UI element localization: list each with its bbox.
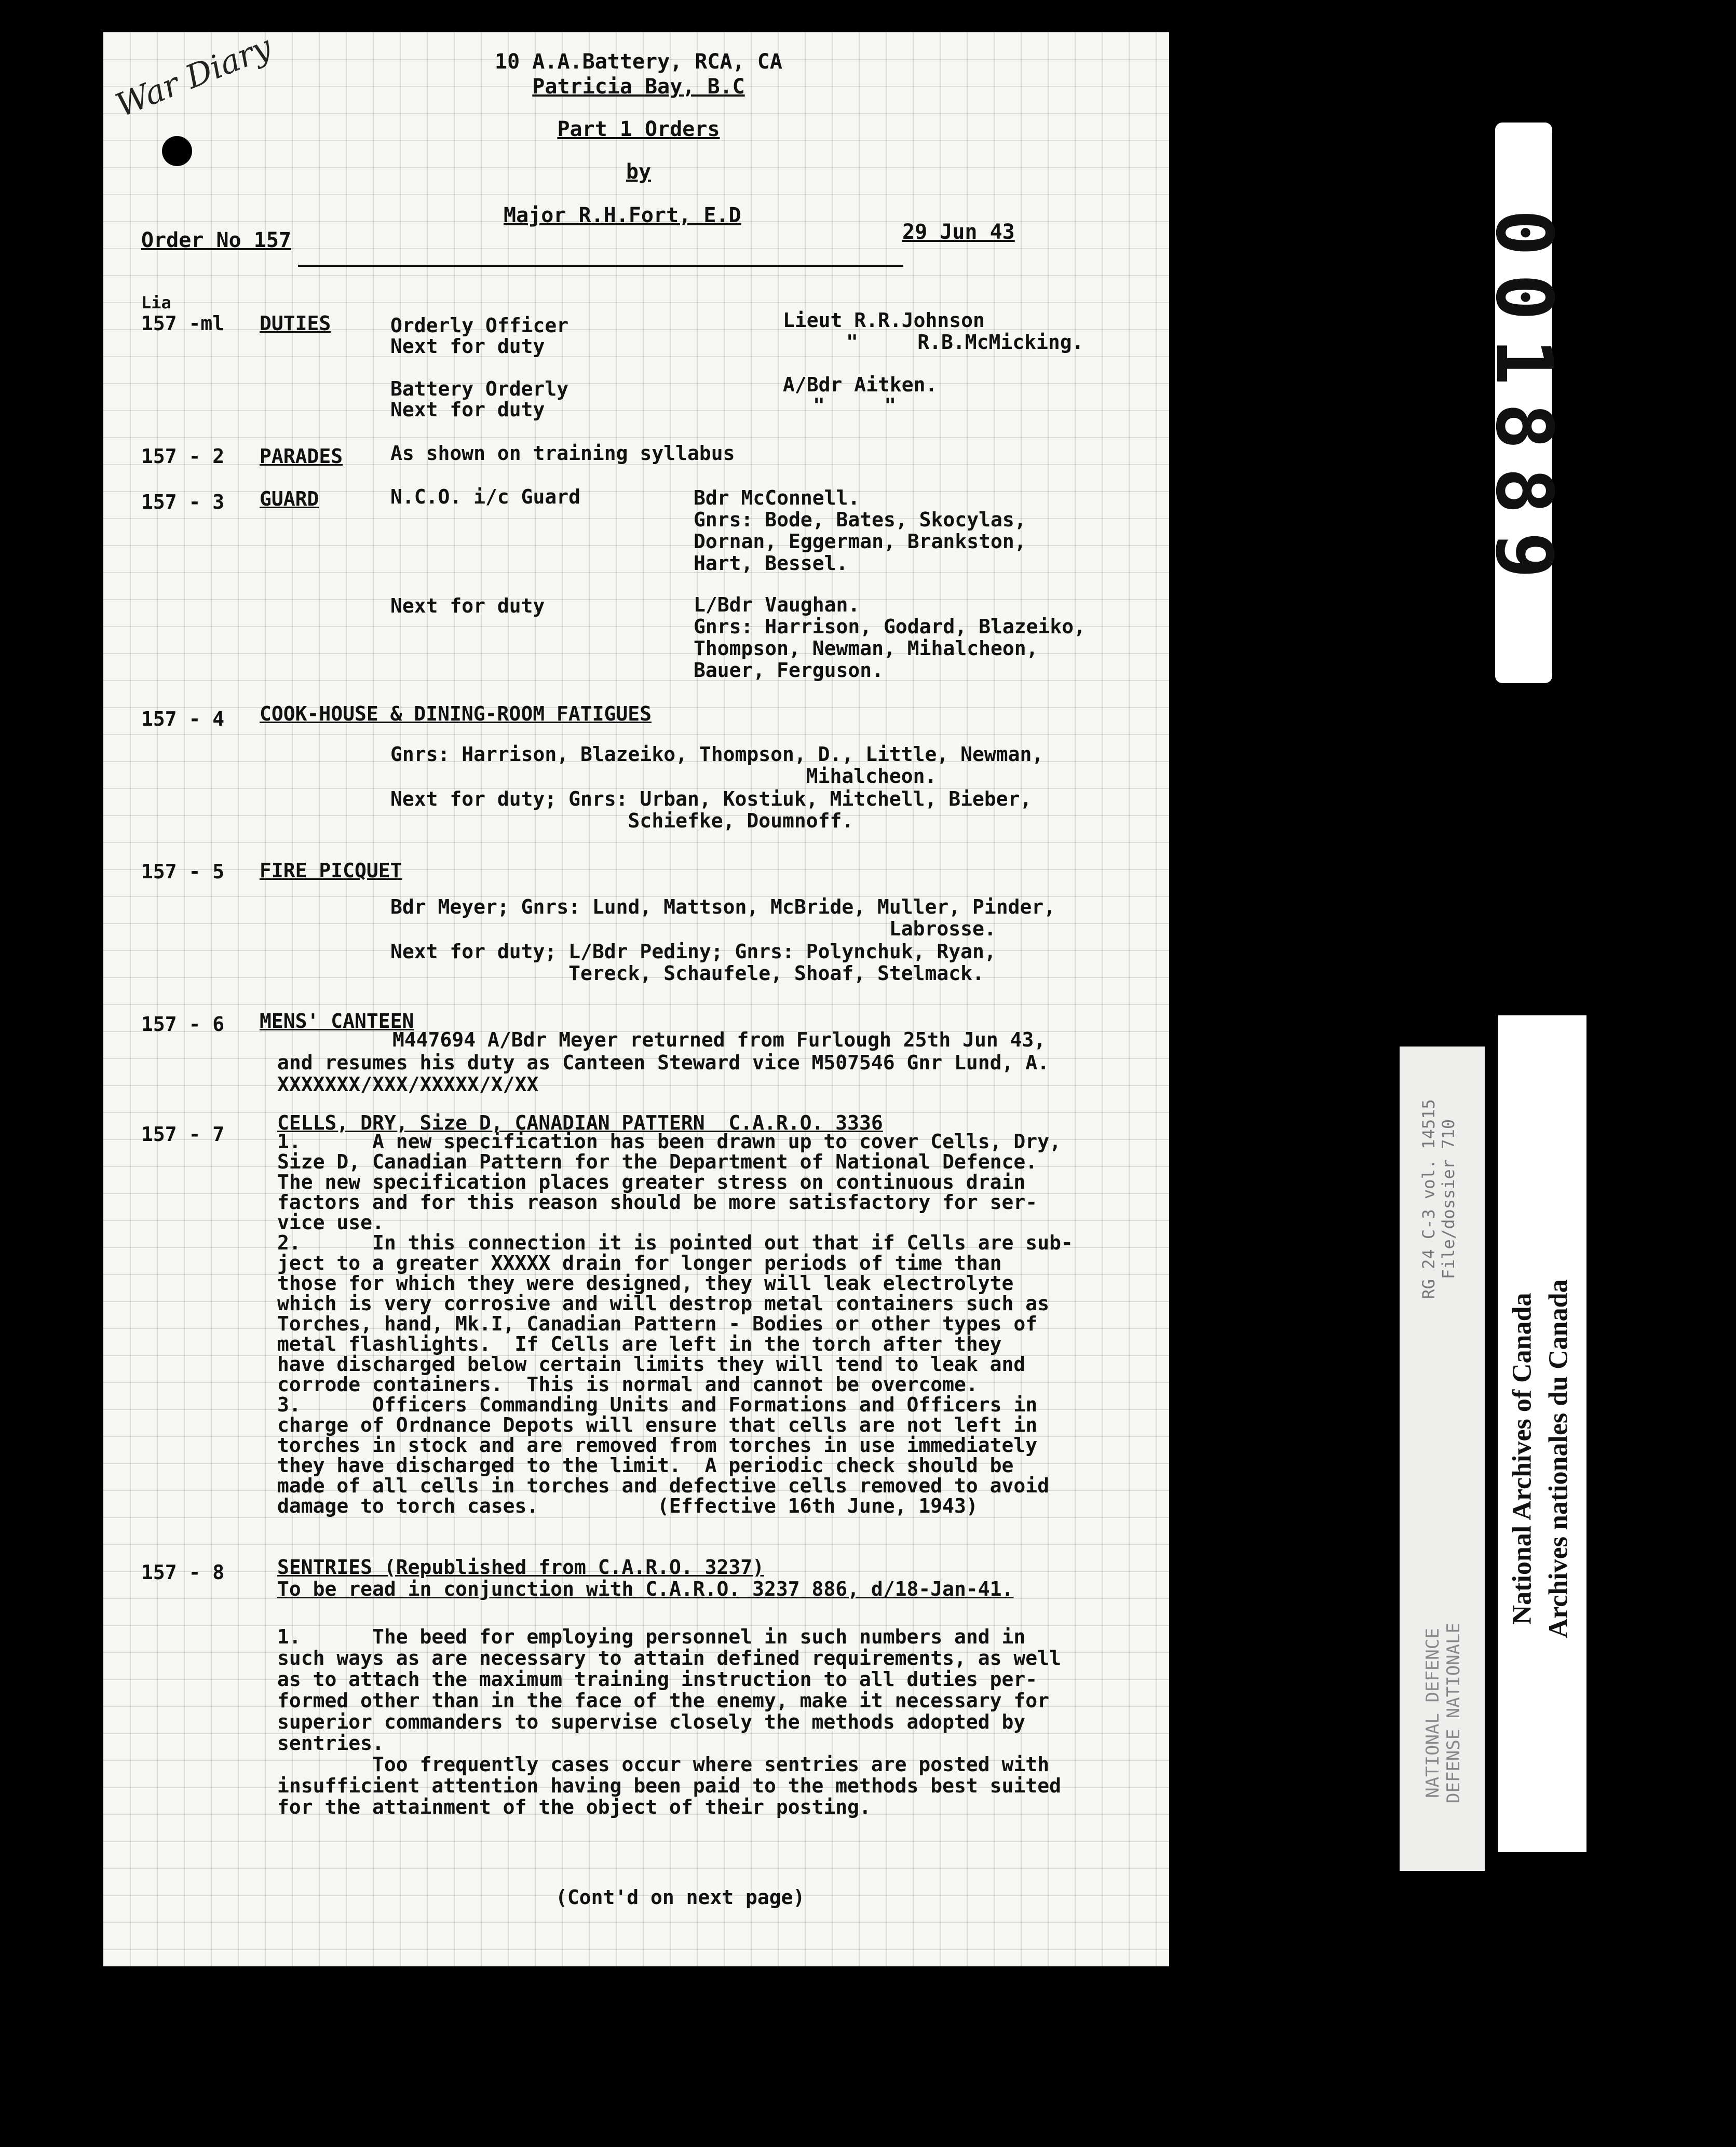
canteen-title: MENS' CANTEEN (260, 1010, 414, 1032)
sentries-title: SENTRIES (Republished from C.A.R.O. 3237) (277, 1556, 764, 1579)
document-title: Part 1 Orders (557, 117, 720, 141)
cells-line: charge of Ordnance Depots will ensure that cells are not left in (277, 1414, 1038, 1436)
cells-line: 2. In this connection it is pointed out that if Cells are sub- (277, 1231, 1073, 1254)
punch-hole (162, 136, 192, 166)
fire-line: Next for duty; L/Bdr Pediny; Gnrs: Polynchuk, Ryan, (390, 940, 996, 963)
guard-nco-label: N.C.O. i/c Guard (390, 485, 581, 508)
parades-number: 157 - 2 (141, 445, 225, 468)
guard-line: Bdr McConnell. (694, 486, 860, 509)
cells-number: 157 - 7 (141, 1123, 225, 1146)
duty-label: Next for duty (390, 335, 545, 358)
sentries-line: insufficient attention having been paid to the methods best suited (277, 1774, 1061, 1797)
document-stamp-number: 001889 (1479, 209, 1569, 596)
cookhouse-line: Schiefke, Doumnoff. (390, 809, 854, 832)
archives-label-fr: Archives nationales du Canada (1543, 1279, 1574, 1638)
sentries-line: formed other than in the face of the enemy, make it necessary for (277, 1689, 1050, 1712)
guard-line: Bauer, Ferguson. (694, 659, 884, 682)
duty-value: " " (813, 394, 897, 417)
cookhouse-number: 157 - 4 (141, 708, 225, 730)
sentries-line: 1. The beed for employing personnel in such numbers and in (277, 1625, 1026, 1648)
order-date: 29 Jun 43 (902, 220, 1015, 244)
cookhouse-line: Next for duty; Gnrs: Urban, Kostiuk, Mitchell, Bieber, (390, 787, 1032, 810)
cells-line: vice use. (277, 1211, 384, 1234)
cookhouse-line: Mihalcheon. (390, 765, 937, 787)
archives-label-en: National Archives of Canada (1507, 1293, 1537, 1625)
canteen-number: 157 - 6 (141, 1013, 225, 1036)
archive-reference-line: RG 24 C-3 vol. 14515 (1419, 1099, 1439, 1299)
sentries-line: superior commanders to supervise closely the methods adopted by (277, 1710, 1026, 1733)
guard-line: Dornan, Eggerman, Brankston, (694, 530, 1026, 553)
cells-line: Size D, Canadian Pattern for the Department of National Defence. (277, 1150, 1038, 1173)
order-number: Order No 157 (141, 228, 291, 252)
canteen-line: M447694 A/Bdr Meyer returned from Furlough 25th Jun 43, (392, 1028, 1046, 1051)
duty-label: Orderly Officer (390, 314, 569, 337)
sentries-line: Too frequently cases occur where sentries are posted with (277, 1753, 1050, 1776)
duty-value: " R.B.McMicking. (846, 331, 1084, 354)
fire-title: FIRE PICQUET (260, 859, 402, 882)
cells-line: they have discharged to the limit. A periodic check should be (277, 1454, 1014, 1477)
cells-line: 3. Officers Commanding Units and Formations and Officers in (277, 1393, 1038, 1416)
duty-value: A/Bdr Aitken. (783, 373, 938, 396)
guard-line: Gnrs: Harrison, Godard, Blazeiko, (694, 615, 1086, 638)
by-label: by (626, 160, 652, 184)
cells-line: made of all cells in torches and defective cells removed to avoid (277, 1474, 1050, 1497)
sentries-line: for the attainment of the object of their posting. (277, 1796, 871, 1818)
continued-note: (Cont'd on next page) (555, 1886, 805, 1909)
duty-label: Next for duty (390, 398, 545, 421)
sentries-line: such ways as are necessary to attain defined requirements, as well (277, 1647, 1061, 1669)
cells-line: ject to a greater XXXXX drain for longer periods of time than (277, 1252, 1002, 1274)
cells-line: torches in stock and are removed from torches in use immediately (277, 1434, 1038, 1457)
fire-line: Bdr Meyer; Gnrs: Lund, Mattson, McBride, Muller, Pinder, (390, 895, 1056, 918)
unit-location: Patricia Bay, B.C (532, 75, 745, 99)
cells-line: 1. A new specification has been drawn up to cover Cells, Dry, (277, 1130, 1061, 1153)
duty-label: Battery Orderly (390, 377, 569, 400)
parades-title: PARADES (260, 445, 343, 468)
canteen-line: and resumes his duty as Canteen Steward vice M507546 Gnr Lund, A. (277, 1051, 1050, 1074)
duty-value: Lieut R.R.Johnson (783, 309, 985, 332)
cells-line: factors and for this reason should be more satisfactory for ser- (277, 1191, 1038, 1214)
cells-title: CELLS, DRY, Size D, CANADIAN PATTERN C.A.R.O. 3336 (277, 1111, 883, 1134)
guard-line: Thompson, Newman, Mihalcheon, (694, 637, 1038, 660)
guard-line: Gnrs: Bode, Bates, Skocylas, (694, 508, 1026, 531)
archive-reference-line: File/dossier 710 (1439, 1119, 1458, 1280)
guard-next-label: Next for duty (390, 594, 545, 617)
unit-name: 10 A.A.Battery, RCA, CA (495, 50, 782, 74)
cookhouse-line: Gnrs: Harrison, Blazeiko, Thompson, D., Little, Newman, (390, 743, 1044, 766)
cells-line: metal flashlights. If Cells are left in the torch after they (277, 1333, 1002, 1355)
guard-number: 157 - 3 (141, 491, 225, 513)
sentries-subtitle: To be read in conjunction with C.A.R.O. 3237 886, d/18-Jan-41. (277, 1578, 1014, 1600)
lia-mark: Lia (141, 293, 171, 312)
department-line: DEFENSE NATIONALE (1443, 1623, 1464, 1803)
cells-line: Torches, hand, Mk.I, Canadian Pattern - Bodies or other types of (277, 1312, 1038, 1335)
handwritten-note: War Diary (110, 28, 277, 125)
cells-line: have discharged below certain limits they will tend to leak and (277, 1353, 1026, 1376)
cells-line: corrode containers. This is normal and cannot be overcome. (277, 1373, 978, 1396)
sentries-number: 157 - 8 (141, 1561, 225, 1584)
cells-line: The new specification places greater stress on continuous drain (277, 1171, 1026, 1193)
canteen-struck-line: XXXXXXX/XXX/XXXXX/X/XX (277, 1073, 539, 1096)
fire-number: 157 - 5 (141, 860, 225, 883)
parades-text: As shown on training syllabus (390, 442, 735, 465)
fire-line: Tereck, Schaufele, Shoaf, Stelmack. (390, 962, 984, 985)
cells-line: damage to torch cases. (Effective 16th June, 1943) (277, 1494, 978, 1517)
cells-line: which is very corrosive and will destrop metal containers such as (277, 1292, 1050, 1315)
sentries-line: as to attach the maximum training instruction to all duties per- (277, 1668, 1038, 1691)
duties-title: DUTIES (260, 312, 331, 335)
issuing-officer: Major R.H.Fort, E.D (504, 203, 741, 227)
cookhouse-title: COOK-HOUSE & DINING-ROOM FATIGUES (260, 702, 652, 725)
cells-line: those for which they were designed, they will leak electrolyte (277, 1272, 1014, 1295)
header-divider (298, 265, 903, 267)
fire-line: Labrosse. (390, 917, 996, 940)
guard-line: Hart, Bessel. (694, 552, 848, 575)
sentries-line: sentries. (277, 1732, 384, 1755)
duties-number: 157 -ml (141, 312, 225, 335)
guard-title: GUARD (260, 487, 319, 510)
guard-line: L/Bdr Vaughan. (694, 593, 860, 616)
department-line: NATIONAL DEFENCE (1422, 1628, 1443, 1798)
